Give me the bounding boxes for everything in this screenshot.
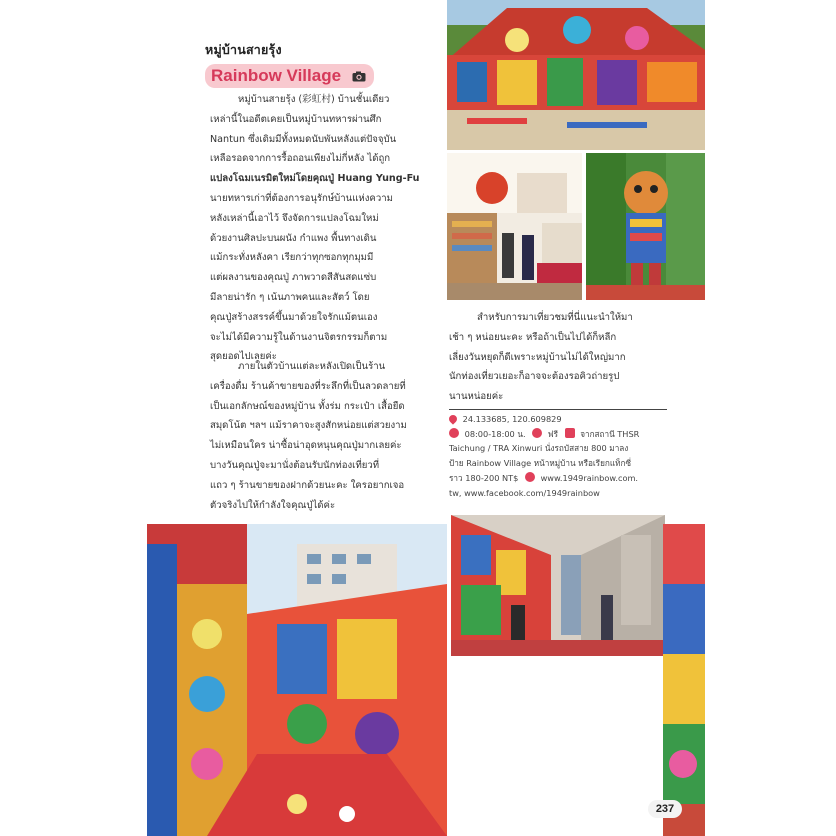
info-box	[449, 409, 667, 500]
thai-title: หมู่บ้านสายรุ้ง	[205, 42, 282, 57]
painted-wall-photo	[663, 524, 705, 836]
text-line: สุดยอดไปเลยค่ะ	[210, 351, 277, 363]
text-line: จะไม่ได้มีความรู้ในด้านงานจิตรกรรมก็ตาม	[210, 331, 388, 343]
text-line: แต่ผลงานของคุณปู่ ภาพวาดสีสันสดแซ่บ	[210, 272, 377, 284]
website-link[interactable]: www.1949rainbow.com.	[540, 472, 639, 483]
text-line: Nantun ซึ่งเดิมมีทั้งหมดนับพันหลังแต่ปัจจุบัน	[210, 133, 397, 145]
text-line: สำหรับการมาเที่ยวชมที่นี่แนะนำให้มา	[477, 312, 633, 323]
hours-row	[449, 427, 667, 442]
price-text: ราว 180-200 NT$	[449, 472, 519, 483]
page-number: 237	[648, 800, 682, 818]
hours-text: 08:00-18:00 น.	[464, 428, 526, 439]
coords-text: 24.133685, 120.609829	[462, 414, 562, 424]
text-line: บางวันคุณปู่จะมานั่งต้อนรับนักท่องเที่ยวที่	[210, 459, 380, 471]
clock-icon	[449, 428, 459, 438]
title-block	[205, 40, 445, 88]
bus-icon	[565, 428, 575, 438]
painted-alley-photo	[147, 524, 447, 836]
text-line: ไม่เหมือนใคร น่าซื้อน่าอุดหนุนคุณปู่มากเลยค่ะ	[210, 440, 402, 452]
camera-icon	[352, 71, 366, 82]
coords-row	[449, 412, 667, 427]
bear-sculpture-photo	[586, 153, 705, 300]
text-line: นักท่องเที่ยวเยอะก็อาจจะต้องรอคิวถ่ายรูป	[449, 371, 620, 383]
text-line: Taichung / TRA Xinwuri นั่งรถบัสสาย 800 มาลง	[449, 443, 629, 454]
text-line: แม้กระทั่งหลังคา เรียกว่าทุกซอกทุกมุมมี	[210, 252, 374, 264]
text-line: แปลงโฉมเนรมิตใหม่โดยคุณปู่ Huang Yung-Fu	[210, 173, 420, 185]
narrow-lane-photo	[449, 513, 667, 658]
fee-text: ฟรี	[547, 428, 558, 439]
text-line: แถว ๆ ร้านขายของฝากด้วยนะคะ ใครอยากเจอ	[210, 479, 405, 491]
text-line: ป้าย Rainbow Village หน้าหมู่บ้าน หรือเรียกแท็กซี่	[449, 458, 632, 469]
text-line: มีลายน่ารัก ๆ เน้นภาพคนและสัตว์ โดย	[210, 291, 370, 303]
shop-interior-photo	[447, 153, 582, 300]
text-line: นานหน่อยค่ะ	[449, 391, 504, 403]
text-line: หมู่บ้านสายรุ้ง (彩虹村) บ้านชั้นเดียว	[238, 94, 390, 105]
text-line: เหล่านี้ในอดีตเคยเป็นหมู่บ้านทหารผ่านศึก	[210, 113, 382, 125]
text-line: เหลือรอดจากการรื้อถอนเพียงไม่กี่หลัง ได้ถูก	[210, 153, 391, 165]
painted-house-photo	[447, 0, 705, 150]
text-line: เป็นเอกลักษณ์ของหมู่บ้าน ทั้งร่ม กระเป๋า เสื้อยืด	[210, 400, 405, 412]
ticket-icon	[532, 428, 542, 438]
text-line: สมุดโน้ต ฯลฯ แม้ราคาจะสูงสักหน่อยแต่สวยงาม	[210, 420, 407, 432]
transport-text: จากสถานี THSR	[580, 428, 640, 439]
text-line: ด้วยงานศิลปะบนผนัง กำแพง พื้นทางเดิน	[210, 232, 377, 244]
tip-paragraph	[449, 308, 667, 407]
english-title	[205, 64, 374, 88]
text-line: นายทหารเก่าที่ต้องการอนุรักษ์บ้านแห่งความ	[210, 192, 393, 204]
text-line: ภายในตัวบ้านแต่ละหลังเปิดเป็นร้าน	[238, 361, 386, 372]
article-paragraph-1	[210, 90, 430, 367]
text-line: เครื่องดื่ม ร้านค้าขายของที่ระลึกที่เป็นลวดลายที่	[210, 380, 406, 392]
text-line: คุณปู่สร้างสรรค์ขึ้นมาด้วยใจรักแม้ตนเอง	[210, 311, 378, 323]
web-row	[449, 471, 667, 486]
english-title-text: Rainbow Village	[211, 66, 342, 85]
text-line: ตัวจริงไปให้กำลังใจคุณปู่ได้ค่ะ	[210, 499, 336, 511]
location-pin-icon	[447, 413, 458, 424]
globe-icon	[525, 472, 535, 482]
text-line: หลังเหล่านี้เอาไว้ จึงจัดการแปลงโฉมใหม่	[210, 212, 379, 224]
article-paragraph-2	[210, 357, 430, 515]
website-link-2[interactable]: tw, www.facebook.com/1949rainbow	[449, 487, 600, 498]
text-line: เลี่ยงวันหยุดก็ดีเพราะหมู่บ้านไม่ได้ใหญ่มาก	[449, 351, 626, 363]
text-line: เช้า ๆ หน่อยนะคะ หรือถ้าเป็นไปได้ก็หลีก	[449, 331, 617, 343]
